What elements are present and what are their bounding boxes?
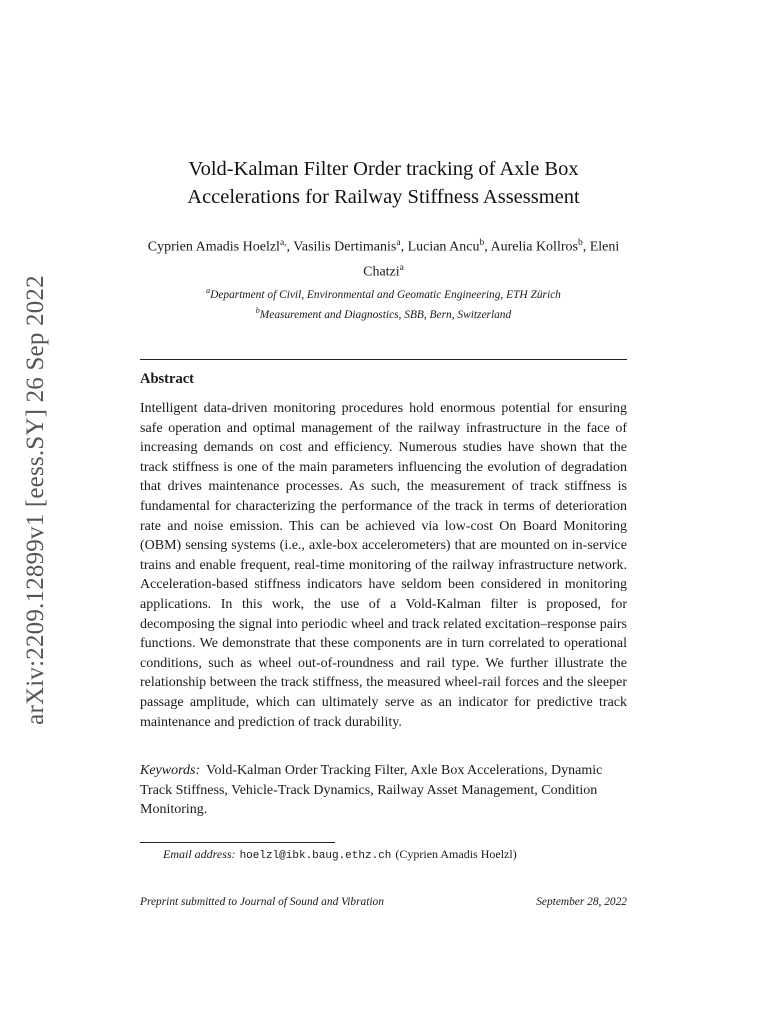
- affiliation-mark: b: [255, 306, 260, 316]
- email-address[interactable]: hoelzl@ibk.baug.ethz.ch: [239, 850, 392, 862]
- author-affil-mark: a,: [279, 238, 287, 248]
- title-line-2: Accelerations for Railway Stiffness Assessment: [187, 186, 580, 208]
- author-separator: ,: [400, 239, 408, 255]
- author-affil-mark: a: [399, 262, 404, 273]
- affiliation-mark: a: [206, 286, 211, 295]
- abstract-heading: Abstract: [140, 371, 194, 387]
- author-separator: ,: [484, 239, 491, 255]
- author-email-footnote: [163, 846, 517, 864]
- arxiv-identifier: arXiv:2209.12899v1 [eess.SY] 26 Sep 2022: [22, 275, 49, 725]
- keywords-block: [140, 761, 627, 820]
- affiliation-text: Measurement and Diagnostics, SBB, Bern, Switzerland: [259, 309, 512, 322]
- keywords-label: Keywords:: [140, 763, 201, 778]
- author-name: Vasilis Dertimanis: [293, 239, 397, 255]
- author-affil-mark: b: [577, 238, 583, 248]
- email-label: Email address:: [163, 847, 236, 861]
- author-name: Cyprien Amadis Hoelzl: [147, 239, 280, 255]
- preprint-date: September 28, 2022: [536, 896, 627, 908]
- keywords-text: Vold-Kalman Order Tracking Filter, Axle Box Accelerations, Dynamic Track Stiffness, Vehicle-Track Dynamics, Railway Asset Management, Condition Monitoring.: [140, 763, 603, 818]
- affiliation-item: [140, 303, 627, 323]
- email-owner: (Cyprien Amadis Hoelzl): [395, 847, 517, 861]
- abstract-body: Intelligent data-driven monitoring procedures hold enormous potential for ensuring safe operation and optimal management of the railway infrastructure in the face of increasing demands on cost and efficiency. Numerous studies have shown that the track stiffness is one of the main parameters influencing the evolution of degradation that drives maintenance processes. As such, the measurement of track stiffness is fundamental for characterizing the performance of the track in terms of deterioration rate and noise emission. This can be achieved via low-cost On Board Monitoring (OBM) sensing systems (i.e., axle-box accelerometers) that are mounted on in-service trains and enable frequent, real-time monitoring of the railway infrastructure network. Acceleration-based stiffness indicators have seldom been considered in monitoring applications. In this work, the use of a Vold-Kalman filter is proposed, for decomposing the signal into periodic wheel and track related excitation–response pairs functions. We demonstrate that these components are in turn correlated to operational conditions, such as wheel out-of-roundness and rail type. We further illustrate the relationship between the track stiffness, the measured wheel-rail forces and the sleeper passage amplitude, which can ultimately serve as an indicator for predictive track maintenance and prediction of track durability.: [140, 401, 627, 730]
- author-separator: ,: [286, 239, 294, 255]
- author-name: Eleni Chatzi: [363, 239, 620, 280]
- affiliation-text: Department of Civil, Environmental and Geomatic Engineering, ETH Zürich: [210, 288, 561, 301]
- author-list: [140, 233, 627, 282]
- author-separator: ,: [582, 239, 590, 255]
- preprint-notice: Preprint submitted to Journal of Sound and Vibration: [140, 896, 384, 908]
- author-name: Lucian Ancu: [407, 239, 480, 255]
- affiliation-item: [140, 283, 627, 303]
- author-affil-mark: a: [396, 238, 401, 248]
- author-affil-mark: b: [479, 238, 485, 248]
- author-name: Aurelia Kollros: [490, 239, 578, 255]
- affiliation-list: [140, 283, 627, 324]
- abstract-top-rule: [140, 359, 627, 360]
- footnote-rule: [140, 842, 335, 843]
- title-line-1: Vold-Kalman Filter Order tracking of Axle Box: [188, 158, 579, 180]
- paper-title: [140, 155, 627, 211]
